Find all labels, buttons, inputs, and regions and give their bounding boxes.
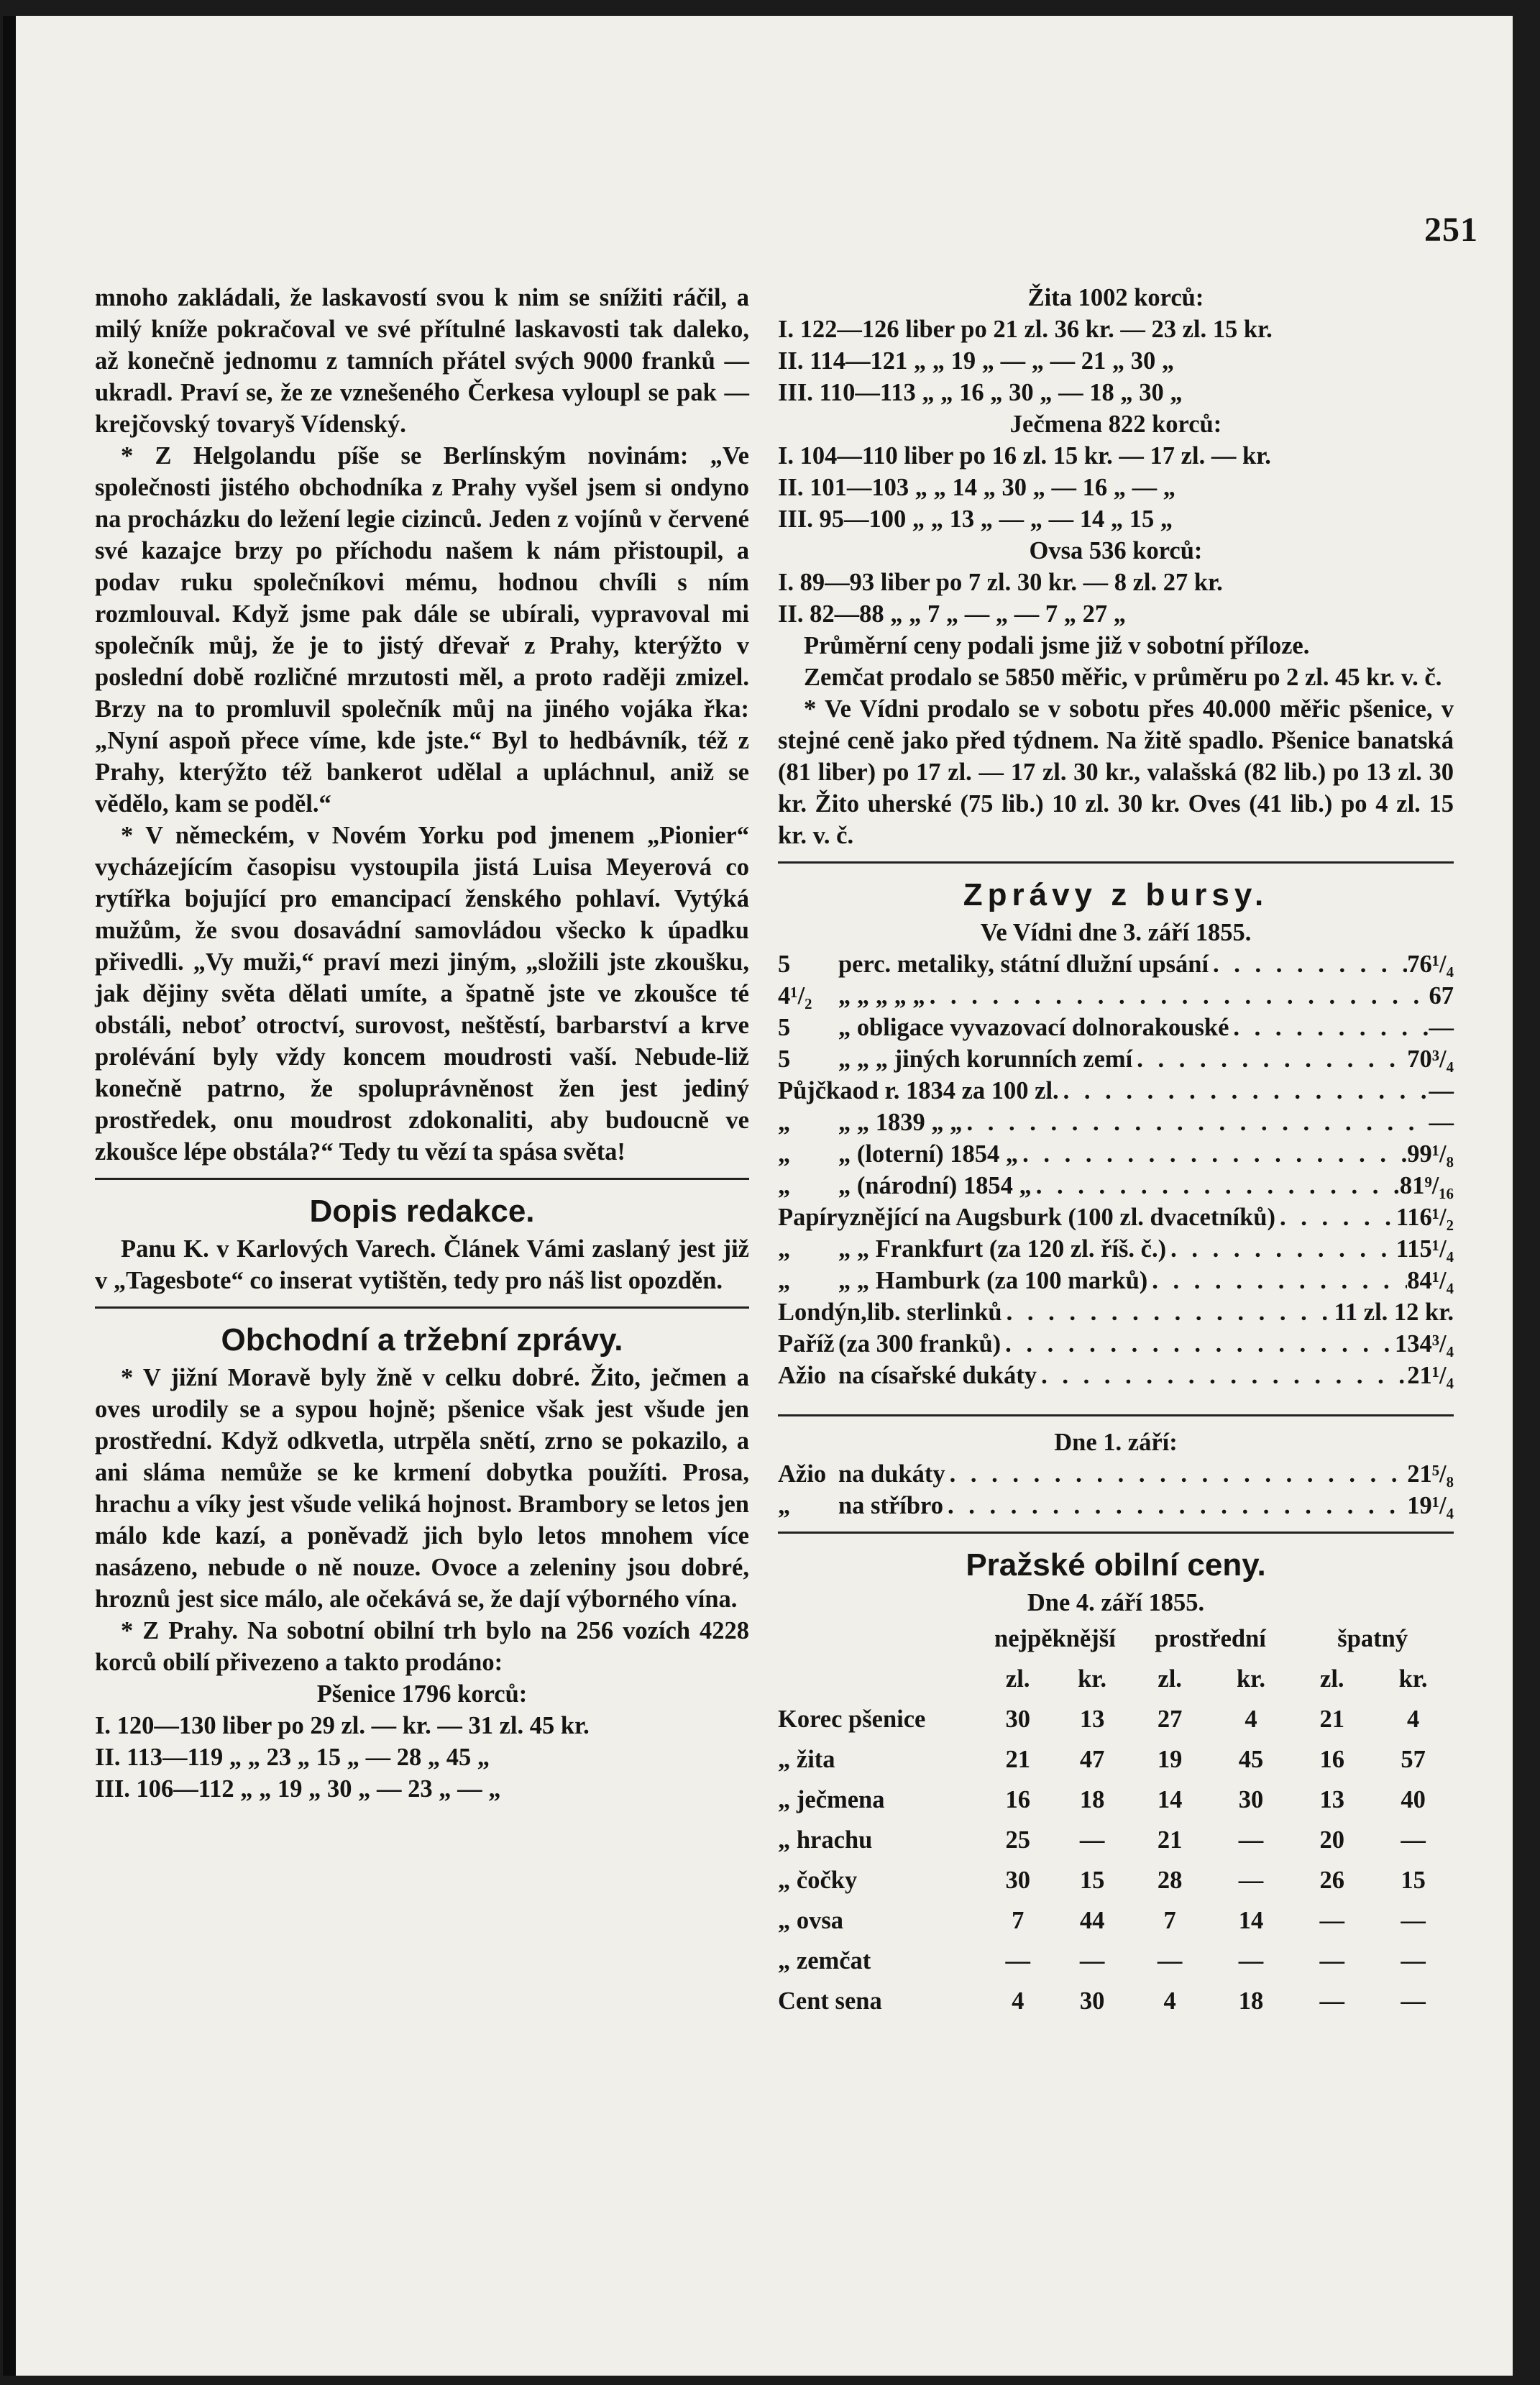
bursa-row <box>778 1328 1454 1360</box>
grain-price-cell: 7 <box>1012 1907 1025 1934</box>
bursa-row-value: 67 <box>1429 982 1454 1010</box>
dot-leader <box>1002 1296 1334 1328</box>
grain-row <box>778 1900 1454 1941</box>
bursa-row <box>778 1075 1454 1107</box>
obchod-prague: * Z Prahy. Na sobotní obilní trh bylo na 256 vozích 4228 korců obilí přivezeno a takto prodáno: <box>95 1617 749 1676</box>
grain-price-cell: 21 <box>1319 1706 1345 1733</box>
bursa-row-value: 84¹/₄ <box>1407 1267 1454 1294</box>
grain-price-cell: — <box>1005 1947 1030 1974</box>
oats-heading: Ovsa 536 korců: <box>1029 537 1203 564</box>
grain-label: „ ovsa <box>778 1907 844 1934</box>
bursa-row <box>778 980 1454 1012</box>
divider <box>95 1178 749 1180</box>
bursa-row-prefix: Papíry <box>778 1204 850 1231</box>
dot-leader <box>1032 1170 1400 1201</box>
newspaper-page <box>3 16 1513 2376</box>
section-title-dopis: Dopis redakce. <box>309 1194 535 1229</box>
grain-price-cell: 14 <box>1238 1907 1264 1934</box>
bursa-row-label: na dukáty <box>838 1460 945 1488</box>
bursa-row-prefix: Ažio <box>778 1460 827 1488</box>
bursa-row <box>778 1201 1454 1233</box>
grain-price-cell: 20 <box>1319 1826 1345 1854</box>
dot-leader <box>1275 1201 1396 1233</box>
grain-price-cell: 25 <box>1005 1826 1030 1854</box>
grain-price-cell: 45 <box>1238 1746 1264 1773</box>
grain-label: Korec pšenice <box>778 1706 926 1733</box>
unit: zl. <box>1320 1665 1344 1693</box>
bursa-row-prefix: 5 <box>778 1045 791 1073</box>
bursa-row-value: 99¹/₈ <box>1407 1140 1454 1168</box>
bursa-row-prefix: Paříž <box>778 1330 835 1358</box>
bursa-row-prefix: 5 <box>778 951 791 978</box>
bursa-row-prefix: „ <box>778 1492 791 1519</box>
grain-label: „ čočky <box>778 1867 858 1894</box>
bursa-row-prefix: „ <box>778 1140 791 1168</box>
bursa-row-label: „ obligace vyvazovací dolnorakouské <box>838 1014 1229 1041</box>
bursa-row-label: „ (národní) 1854 „ <box>838 1172 1032 1199</box>
bursa-row-prefix: Londýn, <box>778 1299 867 1326</box>
grain-price-cell: 19 <box>1157 1746 1183 1773</box>
grain-price-cell: — <box>1319 1987 1345 2015</box>
grain-price-cell: 4 <box>1012 1987 1025 2015</box>
potatoes-note: Zemčat prodalo se 5850 měřic, v průměru po 2 zl. 45 kr. v. č. <box>804 664 1442 691</box>
bursa-row-label: „ „ 1839 „ „ <box>838 1109 963 1136</box>
bursa-row-value: 115¹/₄ <box>1395 1235 1454 1263</box>
grain-price-cell: 13 <box>1319 1786 1345 1813</box>
oats-row: II. 82—88 „ „ 7 „ — „ — 7 „ 27 „ <box>778 600 1126 628</box>
dopis-text: Panu K. v Karlových Varech. Článek Vámi zaslaný jest již v „Tagesbote“ co inserat vytištěn, tedy pro náš list opozděn. <box>95 1235 749 1294</box>
bursa-date: Ve Vídni dne 3. září 1855. <box>980 919 1252 946</box>
grain-row <box>778 1699 1454 1739</box>
article-pionier: * V německém, v Novém Yorku pod jmenem „Pionier“ vycházejícím časopisu vystoupila jistá Luisa Meyerová co rytířka bojující pro emancipací ženského pohlaví. Vytýká mužům, že svou dosavádní samovládou všecko k úpadku přivedli. „Vy muži,“ praví mezi jiným, „složili jste zkoušku, jak dějiny světa dělati umíte, a špatně jste ve zkoušce té obstáli, neboť otroctví, surovost, neštěstí, barbarství a krve prolévání byly vždy koncem moudrosti vaší. Nebude-liž konečně patrno, že spoluprávněnost žen jest jediný prostředek, onu moudrost zdokonaliti, aby budoucně ve zkoušce lépe obstála?“ Tedy tu vězí ta spása světa! <box>95 822 749 1166</box>
bursa-row-label: na císařské dukáty <box>838 1362 1037 1389</box>
unit: kr. <box>1078 1665 1107 1693</box>
bursa-row-value: 81⁹/₁₆ <box>1399 1172 1454 1199</box>
bursa-row-prefix: Ažio <box>778 1362 827 1389</box>
right-column <box>778 282 1454 2021</box>
grain-price-cell: 4 <box>1406 1706 1420 1733</box>
bursa-row-label: „ „ „ „ „ <box>838 982 925 1010</box>
dot-leader <box>945 1458 1408 1490</box>
divider <box>778 861 1454 864</box>
grain-price-cell: 4 <box>1163 1987 1176 2015</box>
bursa-row-value: 21¹/₄ <box>1407 1362 1454 1389</box>
rye-row: III. 110—113 „ „ 16 „ 30 „ — 18 „ 30 „ <box>778 379 1183 406</box>
bursa-row-label: na stříbro <box>838 1492 944 1519</box>
grain-group-header <box>778 1619 1454 1659</box>
bursa-row <box>778 1012 1454 1043</box>
bursa-row-label: „ (loterní) 1854 „ <box>838 1140 1019 1168</box>
bursa-row-value: — <box>1429 1109 1454 1136</box>
bursa-row-prefix: 5 <box>778 1014 791 1041</box>
grain-price-cell: — <box>1401 1987 1426 2015</box>
dot-leader <box>925 980 1429 1012</box>
bursa2-list <box>778 1458 1454 1521</box>
grain-price-cell: 30 <box>1238 1786 1264 1813</box>
bursa-row <box>778 1296 1454 1328</box>
section-title-obilni: Pražské obilní ceny. <box>966 1547 1266 1583</box>
dot-leader <box>1166 1233 1396 1265</box>
bursa2-date: Dne 1. září: <box>1054 1429 1178 1456</box>
dot-leader <box>1059 1075 1429 1107</box>
left-column <box>95 282 749 1805</box>
bursa-row <box>778 1138 1454 1170</box>
grain-price-cell: 26 <box>1319 1867 1345 1894</box>
grain-label: „ ječmena <box>778 1786 885 1813</box>
barley-row: II. 101—103 „ „ 14 „ 30 „ — 16 „ — „ <box>778 474 1175 501</box>
bursa-row-value: 134³/₄ <box>1394 1330 1454 1358</box>
grain-price-cell: 27 <box>1157 1706 1183 1733</box>
grain-price-cell: — <box>1157 1947 1183 1974</box>
bursa-row-prefix: „ <box>778 1109 791 1136</box>
bursa-row-label: od r. 1834 za 100 zl. <box>852 1077 1059 1104</box>
average-prices-note: Průměrní ceny podali jsme již v sobotní příloze. <box>804 632 1310 659</box>
grain-price-cell: 7 <box>1163 1907 1176 1934</box>
bursa-row-label: (za 300 franků) <box>838 1330 1002 1358</box>
grain-price-cell: 15 <box>1079 1867 1105 1894</box>
bursa-row <box>778 1458 1454 1490</box>
group-middle: prostřední <box>1155 1625 1266 1652</box>
divider <box>778 1532 1454 1534</box>
bursa-row <box>778 948 1454 980</box>
wheat-row: II. 113—119 „ „ 23 „ 15 „ — 28 „ 45 „ <box>95 1744 490 1771</box>
grain-price-cell: — <box>1401 1907 1426 1934</box>
grain-price-cell: — <box>1079 1826 1105 1854</box>
bursa-row <box>778 1043 1454 1075</box>
bursa-row-label: „ „ Hamburk (za 100 marků) <box>838 1267 1148 1294</box>
barley-heading: Ječmena 822 korců: <box>1009 411 1222 438</box>
bursa-row-prefix: „ <box>778 1235 791 1263</box>
bursa-row-value: — <box>1429 1014 1454 1041</box>
grain-price-cell: 30 <box>1005 1706 1030 1733</box>
wheat-row: I. 120—130 liber po 29 zl. — kr. — 31 zl. 45 kr. <box>95 1712 590 1739</box>
unit: zl. <box>1158 1665 1182 1693</box>
grain-price-cell: — <box>1238 1826 1264 1854</box>
grain-price-cell: — <box>1079 1947 1105 1974</box>
grain-price-cell: 16 <box>1319 1746 1345 1773</box>
bursa-row <box>778 1170 1454 1201</box>
grain-price-cell: 44 <box>1079 1907 1105 1934</box>
bursa-row-prefix: „ <box>778 1172 791 1199</box>
bursa-list <box>778 948 1454 1391</box>
bursa-row-value: 76¹/₄ <box>1407 951 1454 978</box>
bursa-row <box>778 1233 1454 1265</box>
divider <box>95 1306 749 1309</box>
grain-price-cell: 28 <box>1157 1867 1183 1894</box>
rye-row: I. 122—126 liber po 21 zl. 36 kr. — 23 zl. 15 kr. <box>778 316 1273 343</box>
dot-leader <box>1018 1138 1407 1170</box>
dot-leader <box>1147 1265 1407 1296</box>
bursa-row-label: znějící na Augsburk (100 zl. dvacetníků) <box>849 1204 1275 1231</box>
bursa-row-prefix: „ <box>778 1267 791 1294</box>
bursa-row-value: 11 zl. 12 kr. <box>1334 1299 1454 1326</box>
grain-price-cell: 21 <box>1005 1746 1030 1773</box>
bursa-row-value: 19¹/₄ <box>1407 1492 1454 1519</box>
unit: kr. <box>1236 1665 1265 1693</box>
grain-price-cell: 18 <box>1238 1987 1264 2015</box>
grain-unit-header <box>778 1659 1454 1699</box>
bursa-row <box>778 1490 1454 1521</box>
grain-price-cell: 16 <box>1005 1786 1030 1813</box>
dot-leader <box>1132 1043 1407 1075</box>
bursa-row-label: perc. metaliky, státní dlužní upsání <box>838 951 1209 978</box>
unit: kr. <box>1398 1665 1428 1693</box>
dot-leader <box>1001 1328 1395 1360</box>
group-best: nejpěknější <box>994 1625 1116 1652</box>
rye-heading: Žita 1002 korců: <box>1027 284 1204 311</box>
grain-price-cell: 40 <box>1401 1786 1426 1813</box>
rye-row: II. 114—121 „ „ 19 „ — „ — 21 „ 30 „ <box>778 347 1175 375</box>
grain-price-cell: — <box>1238 1867 1264 1894</box>
bursa-row-label: „ „ „ jiných korunních zemí <box>838 1045 1133 1073</box>
grain-row <box>778 1860 1454 1900</box>
grain-price-cell: 21 <box>1157 1826 1183 1854</box>
barley-row: I. 104—110 liber po 16 zl. 15 kr. — 17 zl. — kr. <box>778 442 1271 470</box>
grain-label: „ hrachu <box>778 1826 873 1854</box>
grain-price-cell: 14 <box>1157 1786 1183 1813</box>
grain-label: Cent sena <box>778 1987 882 2015</box>
bursa-row <box>778 1265 1454 1296</box>
grain-price-cell: 13 <box>1079 1706 1105 1733</box>
grain-price-cell: 18 <box>1079 1786 1105 1813</box>
bursa-row-value: 21⁵/₈ <box>1407 1460 1454 1488</box>
barley-row: III. 95—100 „ „ 13 „ — „ — 14 „ 15 „ <box>778 505 1173 533</box>
grain-price-table <box>778 1619 1454 2021</box>
grain-price-cell: — <box>1319 1907 1345 1934</box>
dot-leader <box>1037 1360 1407 1391</box>
grain-price-cell: — <box>1319 1947 1345 1974</box>
grain-row <box>778 1941 1454 1981</box>
grain-price-cell: 30 <box>1005 1867 1030 1894</box>
obchod-moravia: * V jižní Moravě byly žně v celku dobré. Žito, ječmen a oves urodily se a sypou hojně; pšenice však jest všude jen prostřední. Když odkvetla, utrpěla snětí, zrno se pokazilo, a ani sláma nemůže se ke krmení dobytka použíti. Prosa, hrachu a víky jest všude veliká hojnost. Brambory se letos jen málo kde kazí, a poněvadž jich bylo letos mnohem více nasázeno, nebude o ně nouze. Ovoce a zeleniny jsou dobré, hroznů jest sice málo, ale očekává se, že dají výborného vína. <box>95 1364 749 1613</box>
bursa-row-label: lib. sterlinků <box>866 1299 1002 1326</box>
dot-leader <box>1229 1012 1429 1043</box>
bursa-row-prefix: Půjčka <box>778 1077 853 1104</box>
unit: zl. <box>1005 1665 1030 1693</box>
grain-label: „ žita <box>778 1746 835 1773</box>
obilni-date: Dne 4. září 1855. <box>1027 1589 1205 1616</box>
grain-row <box>778 1780 1454 1820</box>
bursa-row-value: 116¹/₂ <box>1395 1204 1454 1231</box>
grain-row <box>778 1820 1454 1860</box>
section-title-bursa: Zprávy z bursy. <box>963 877 1269 912</box>
grain-price-cell: 47 <box>1079 1746 1105 1773</box>
grain-price-cell: 4 <box>1245 1706 1257 1733</box>
page-number: 251 <box>1424 211 1478 249</box>
article-helgoland: * Z Helgolandu píše se Berlínským novinám: „Ve společnosti jistého obchodníka z Prahy vyšel jsem si ondyno na procházku do ležení legie cizinců. Jeden z vojínů v červené své kazajce brzy po příchodu našem k nám přistoupil, a podav ruku společníkovi mému, hodnou chvíli s ním rozmlouval. Když jsme pak dále se ubírali, vypravoval mi společník můj, že je to jistý dřevař z Prahy, kterýžto v poslední době rozličné mrzutosti měl, a proto raději zmizel. Brzy na to promluvil společník můj na jiného vojáka řka: „Nyní aspoň přece víme, kde jste.“ Byl to hedbávník, též z Prahy, kterýžto též bankerot udělal a upláchnul, aniž se vědělo, kam se poděl.“ <box>95 442 749 818</box>
wheat-row: III. 106—112 „ „ 19 „ 30 „ — 23 „ — „ <box>95 1775 501 1803</box>
dot-leader <box>963 1107 1429 1138</box>
wheat-heading: Pšenice 1796 korců: <box>316 1680 528 1708</box>
oats-row: I. 89—93 liber po 7 zl. 30 kr. — 8 zl. 27 kr. <box>778 569 1223 596</box>
grain-price-cell: — <box>1401 1947 1426 1974</box>
bursa-row <box>778 1360 1454 1391</box>
bursa-row-label: „ „ Frankfurt (za 120 zl. říš. č.) <box>838 1235 1167 1263</box>
grain-price-cell: 57 <box>1401 1746 1426 1773</box>
section-title-obchod: Obchodní a tržební zprávy. <box>221 1322 623 1358</box>
divider <box>778 1414 1454 1416</box>
article-paragraph-circassian: mnoho zakládali, že laskavostí svou k nim se snížiti ráčil, a milý kníže pokračoval ve své přítulné laskavosti tak daleko, až konečně jednomu z tamních přátel svých 9000 franků — ukradl. Praví se, že ze vznešeného Čerkesa vyloupl se pak — krejčovský tovaryš Vídenský. <box>95 284 749 438</box>
group-poor: špatný <box>1337 1625 1408 1652</box>
grain-price-cell: — <box>1238 1947 1264 1974</box>
bursa-row <box>778 1107 1454 1138</box>
bursa-row-value: — <box>1429 1077 1454 1104</box>
grain-price-cell: 15 <box>1401 1867 1426 1894</box>
dot-leader <box>943 1490 1407 1521</box>
bursa-row-prefix: 4¹/₂ <box>778 982 812 1010</box>
grain-row <box>778 1981 1454 2021</box>
grain-price-cell: 30 <box>1079 1987 1105 2015</box>
grain-row <box>778 1739 1454 1780</box>
grain-price-cell: — <box>1401 1826 1426 1854</box>
dot-leader <box>1209 948 1407 980</box>
bursa-row-value: 70³/₄ <box>1407 1045 1454 1073</box>
vienna-market-note: * Ve Vídni prodalo se v sobotu přes 40.000 měřic pšenice, v stejné ceně jako před týdnem. Na žitě spadlo. Pšenice banatská (81 liber) po 17 zl. — 17 zl. 30 kr., valašská (82 lib.) po 13 zl. 30 kr. Žito uherské (75 lib.) 10 zl. 30 kr. Oves (41 lib.) po 4 zl. 15 kr. v. č. <box>778 695 1454 849</box>
grain-label: „ zemčat <box>778 1947 871 1974</box>
